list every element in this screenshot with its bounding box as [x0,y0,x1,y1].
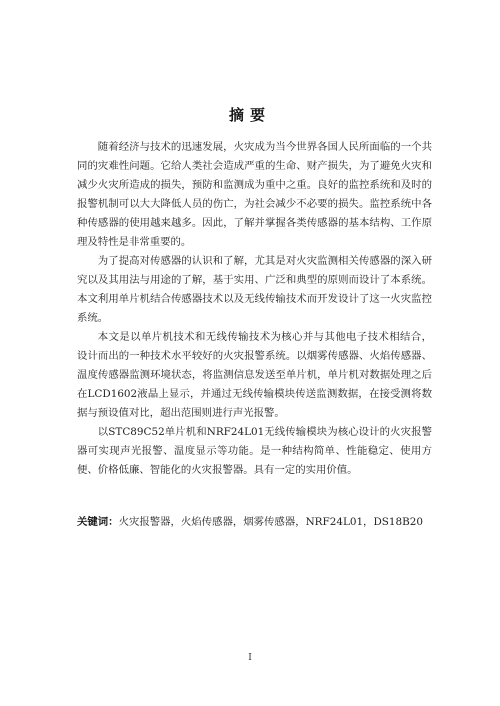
abstract-title: 摘要 [228,106,271,124]
keywords-line [77,513,437,532]
abstract-paragraph-3: 本文是以单片机技术和无线传输技术为核心并与其他电子技术相结合， 设计而出的一种技术水平较好的火灾报警系统。以烟雾传感器、火焰传感器、温度传感器监测环境状态，将监测信息发送至单片机，单片机对数据处理之后在LCD1602液晶上显示，并通过无线传输模块传送监测数据，在接受测将数据与预设值对比，超出范围则进行声光报警。 [77,331,432,419]
keywords-value: 火灾报警器，火焰传感器，烟雾传感器，NRF24L01，DS18B20 [118,516,423,528]
keywords-label: 关键词： [77,516,119,528]
abstract-paragraph-2: 为了提高对传感器的认识和了解，尤其是对火灾监测相关传感器的深入研究以及其用法与用途的了解，基于实用、广泛和典型的原则而设计了本系统。本文利用单片机结合传感器技术以及无线传输技术而开发设计了这一火灾监控系统。 [77,255,432,324]
abstract-body [77,138,432,480]
abstract-paragraph-4: 以STC89C52单片机和NRF24L01无线传输模块为核心设计的火灾报警器可实现声光报警、温度显示等功能。是一种结构简单、性能稳定、使用方便、价格低廉、智能化的火灾报警器。具有一定的实用价值。 [77,426,432,476]
page-number: I [248,653,252,663]
abstract-paragraph-1: 随着经济与技术的迅速发展，火灾成为当今世界各国人民所面临的一个共同的灾难性问题。它给人类社会造成严重的生命、财产损失，为了避免火灾和减少火灾所造成的损失，预防和监测成为重中之重。良好的监控系统和及时的报警机制可以大大降低人员的伤亡，为社会减少不必要的损失。监控系统中各种传感器的使用越来越多。因此，了解并掌握各类传感器的基本结构、工作原理及特性是非常重要的。 [77,141,432,248]
